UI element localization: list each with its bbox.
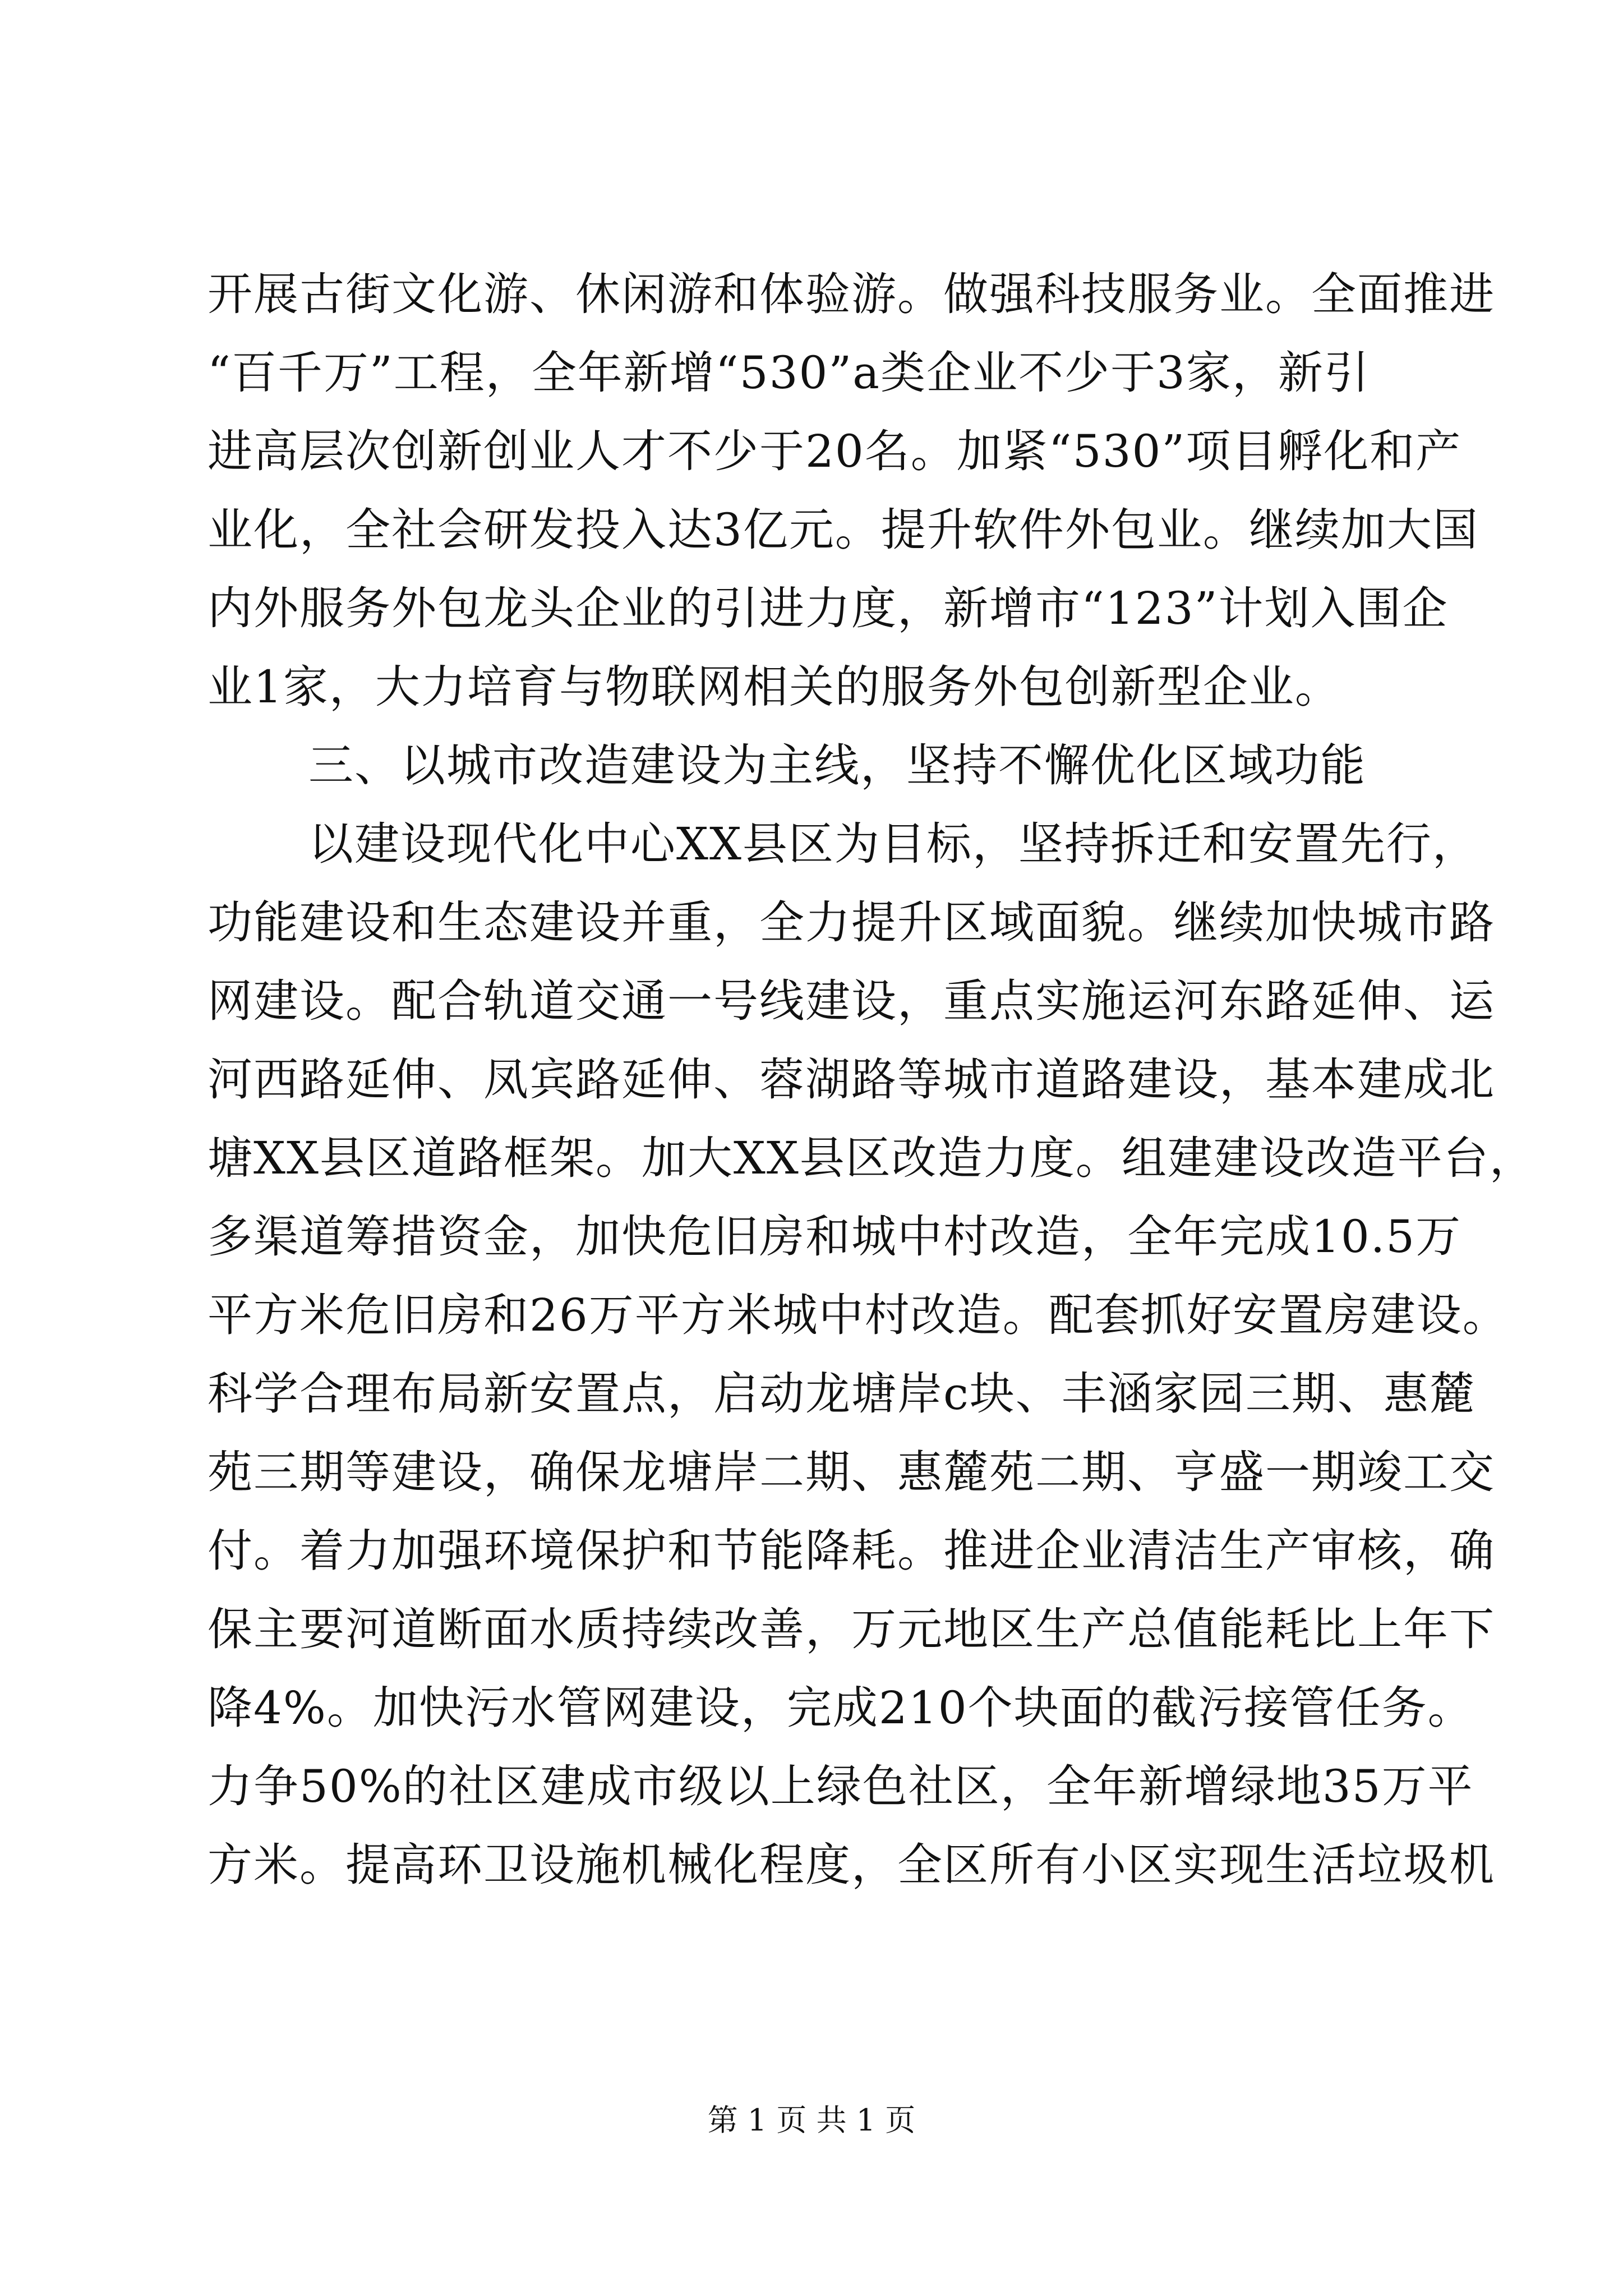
text-line: 科学合理布局新安置点，启动龙塘岸c块、丰涵家园三期、惠麓 <box>208 1368 1476 1420</box>
text-line: 降4%。加快污水管网建设，完成210个块面的截污接管任务。 <box>208 1682 1474 1734</box>
text-line: 网建设。配合轨道交通一号线建设，重点实施运河东路延伸、运 <box>208 975 1495 1027</box>
text-line: 方米。提高环卫设施机械化程度，全区所有小区实现生活垃圾机 <box>208 1839 1495 1891</box>
section-heading: 三、以城市改造建设为主线，坚持不懈优化区域功能 <box>308 739 1366 792</box>
text-line: 付。着力加强环境保护和节能降耗。推进企业清洁生产审核，确 <box>208 1525 1495 1577</box>
text-line: 进高层次创新创业人才不少于20名。加紧“530”项目孵化和产 <box>208 425 1462 477</box>
text-line: 苑三期等建设，确保龙塘岸二期、惠麓苑二期、亨盛一期竣工交 <box>208 1446 1495 1498</box>
text-line: “百千万”工程，全年新增“530”a类企业不少于3家，新引 <box>208 347 1370 399</box>
text-line: 内外服务外包龙头企业的引进力度，新增市“123”计划入围企 <box>208 582 1449 634</box>
text-line: 业1家，大力培育与物联网相关的服务外包创新型企业。 <box>208 661 1341 713</box>
text-line: 平方米危旧房和26万平方米城中村改造。配套抓好安置房建设。 <box>208 1289 1509 1341</box>
text-line: 保主要河道断面水质持续改善，万元地区生产总值能耗比上年下 <box>208 1603 1495 1655</box>
text-line: 功能建设和生态建设并重，全力提升区域面貌。继续加快城市路 <box>208 896 1495 949</box>
page-footer: 第 1 页 共 1 页 <box>707 2102 916 2138</box>
text-line: 开展古街文化游、休闲游和体验游。做强科技服务业。全面推进 <box>208 268 1495 320</box>
text-line: 多渠道筹措资金，加快危旧房和城中村改造，全年完成10.5万 <box>208 1211 1462 1263</box>
text-line: 河西路延伸、凤宾路延伸、蓉湖路等城市道路建设，基本建成北 <box>208 1053 1495 1106</box>
text-line: 业化，全社会研发投入达3亿元。提升软件外包业。继续加大国 <box>208 504 1479 556</box>
paragraph-first-line: 以建设现代化中心XX县区为目标，坚持拆迁和安置先行， <box>308 818 1478 870</box>
document-body <box>208 255 1536 1904</box>
text-line: 力争50%的社区建成市级以上绿色社区，全年新增绿地35万平 <box>208 1760 1474 1812</box>
text-line: 塘XX县区道路框架。加大XX县区改造力度。组建建设改造平台， <box>208 1132 1536 1184</box>
